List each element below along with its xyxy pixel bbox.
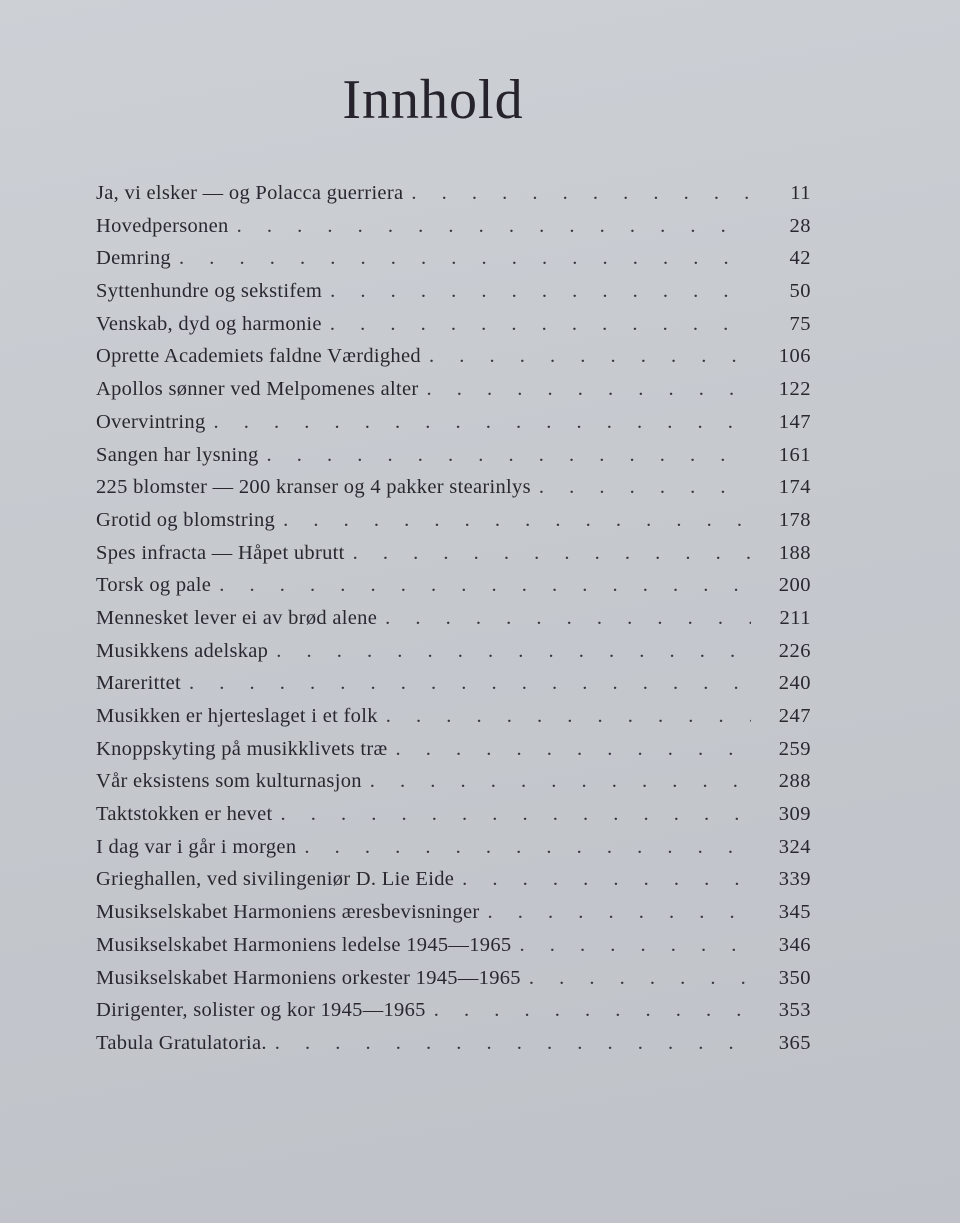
toc-dot-leader — [212, 411, 752, 436]
toc-dot-leader — [281, 509, 751, 534]
toc-entry-title: Taktstokken er hevet — [96, 803, 273, 826]
toc-dot-leader — [274, 640, 751, 665]
toc-entry-title: Oprette Academiets faldne Værdighed — [96, 345, 421, 368]
toc-entry-title: Mennesket lever ei av brød alene — [96, 606, 378, 629]
toc-dot-leader — [460, 868, 751, 893]
toc-entry-page-number: 247 — [778, 705, 811, 727]
toc-entry-title: Venskab, dyd og harmonie — [96, 312, 322, 335]
toc-entry — [96, 803, 811, 836]
toc-entry-page-number: 339 — [778, 868, 811, 891]
toc-entry-page-number: 259 — [778, 737, 811, 760]
toc-entry-title: Torsk og pale — [96, 574, 212, 597]
toc-entry-page-number: 147 — [778, 410, 811, 433]
toc-entry-page-number: 240 — [778, 672, 811, 695]
toc-entry — [96, 607, 811, 640]
toc-entry — [96, 215, 811, 248]
toc-dot-leader — [302, 836, 751, 861]
toc-entry-title: Grieghallen, ved sivilingeniør D. Lie Eide — [96, 868, 455, 891]
toc-dot-leader — [537, 476, 751, 501]
toc-entry-page-number: 350 — [778, 966, 811, 989]
toc-entry-page-number: 345 — [778, 901, 811, 924]
toc-entry — [96, 901, 811, 934]
toc-entry — [96, 999, 811, 1032]
toc-entry-page-number: 174 — [778, 476, 811, 499]
toc-dot-leader — [351, 542, 751, 567]
toc-entry-title: Sangen har lysning — [96, 443, 259, 466]
toc-entry-title: Musikselskabet Harmoniens ledelse 1945—1965 — [96, 933, 512, 956]
toc-entry-page-number: 161 — [778, 443, 811, 466]
toc-dot-leader — [527, 967, 751, 992]
toc-dot-leader — [328, 280, 751, 305]
toc-entry-title: Syttenhundre og sekstifem — [96, 280, 323, 303]
toc-dot-leader — [393, 738, 751, 763]
toc-entry — [96, 345, 811, 378]
toc-dot-leader — [177, 247, 751, 272]
page-title: Innhold — [342, 69, 524, 131]
toc-entry-title: Overvintring — [96, 410, 206, 433]
toc-entry — [96, 770, 811, 803]
toc-entry — [96, 1032, 811, 1065]
toc-dot-leader — [427, 345, 751, 370]
toc-entry — [96, 967, 811, 1000]
toc-entry — [96, 280, 811, 313]
toc-entry — [96, 444, 811, 477]
toc-dot-leader — [278, 803, 751, 828]
toc-entry — [96, 705, 811, 738]
toc-entry-title: Apollos sønner ved Melpomenes alter — [96, 378, 419, 401]
toc-entry-page-number: 288 — [778, 770, 811, 793]
toc-entry-title: Dirigenter, solister og kor 1945—1965 — [96, 999, 426, 1022]
toc-entry-page-number: 346 — [778, 933, 811, 956]
toc-entry-title: Musikken er hjerteslaget i et folk — [96, 705, 378, 727]
toc-entry-title: Grotid og blomstring — [96, 508, 276, 531]
toc-entry-title: Musikselskabet Harmoniens orkester 1945—1965 — [96, 966, 521, 989]
toc-entry-page-number: 324 — [778, 835, 811, 858]
toc-entry-title: Hovedpersonen — [96, 214, 229, 237]
toc-dot-leader — [217, 574, 751, 599]
toc-dot-leader — [432, 999, 751, 1024]
toc-entry-page-number: 178 — [778, 508, 811, 531]
toc-dot-leader — [517, 934, 751, 959]
toc-entry-title: Demring — [96, 247, 171, 270]
toc-entry-page-number: 11 — [790, 182, 811, 204]
toc-entry — [96, 640, 811, 673]
toc-entry — [96, 574, 811, 607]
toc-entry-page-number: 188 — [778, 541, 811, 564]
toc-dot-leader — [328, 313, 751, 338]
toc-dot-leader — [384, 705, 751, 730]
toc-entry — [96, 509, 811, 542]
toc-entry-page-number: 122 — [778, 378, 811, 401]
toc-entry-page-number: 200 — [778, 574, 811, 597]
toc-entry-title: Musikselskabet Harmoniens æresbevisninger — [96, 901, 480, 924]
toc-entry — [96, 411, 811, 444]
toc-dot-leader — [424, 378, 751, 403]
toc-entry — [96, 868, 811, 901]
toc-entry — [96, 672, 811, 705]
toc-entry-page-number: 309 — [778, 803, 811, 826]
toc-entry-title: Spes infracta — Håpet ubrutt — [96, 541, 345, 564]
toc-dot-leader — [383, 607, 751, 632]
toc-dot-leader — [486, 901, 751, 926]
toc-dot-leader — [409, 182, 751, 207]
toc-entry — [96, 247, 811, 280]
toc-entry — [96, 836, 811, 869]
toc-entry-page-number: 353 — [778, 999, 811, 1022]
toc-entry-title: Tabula Gratulatoria. — [96, 1031, 267, 1054]
toc-entry-title: Marerittet — [96, 672, 181, 695]
toc-entry-title: 225 blomster — 200 kranser og 4 pakker stearinlys — [96, 476, 531, 499]
toc-entry — [96, 542, 811, 575]
toc-entry-page-number: 106 — [778, 345, 811, 368]
toc-entry-page-number: 28 — [789, 214, 811, 237]
toc-dot-leader — [187, 672, 751, 697]
toc-entry-title: Musikkens adelskap — [96, 639, 269, 662]
toc-entry — [96, 313, 811, 346]
toc-entry-page-number: 75 — [789, 312, 811, 335]
toc-dot-leader — [235, 215, 751, 240]
table-of-contents — [96, 182, 811, 1065]
toc-entry-page-number: 226 — [778, 639, 811, 662]
toc-entry — [96, 934, 811, 967]
toc-entry — [96, 738, 811, 771]
toc-entry-title: I dag var i går i morgen — [96, 835, 297, 858]
toc-entry — [96, 476, 811, 509]
toc-entry-title: Vår eksistens som kulturnasjon — [96, 770, 362, 793]
toc-entry-title: Knoppskyting på musikklivets træ — [96, 737, 388, 760]
toc-entry-page-number: 365 — [778, 1031, 811, 1054]
toc-dot-leader — [273, 1032, 751, 1057]
toc-entry-page-number: 42 — [789, 247, 811, 270]
toc-entry-page-number: 211 — [779, 606, 811, 629]
toc-dot-leader — [368, 770, 751, 795]
toc-dot-leader — [265, 444, 751, 469]
toc-entry — [96, 182, 811, 215]
toc-entry — [96, 378, 811, 411]
toc-entry-title: Ja, vi elsker — og Polacca guerriera — [96, 182, 404, 204]
toc-entry-page-number: 50 — [789, 280, 811, 303]
